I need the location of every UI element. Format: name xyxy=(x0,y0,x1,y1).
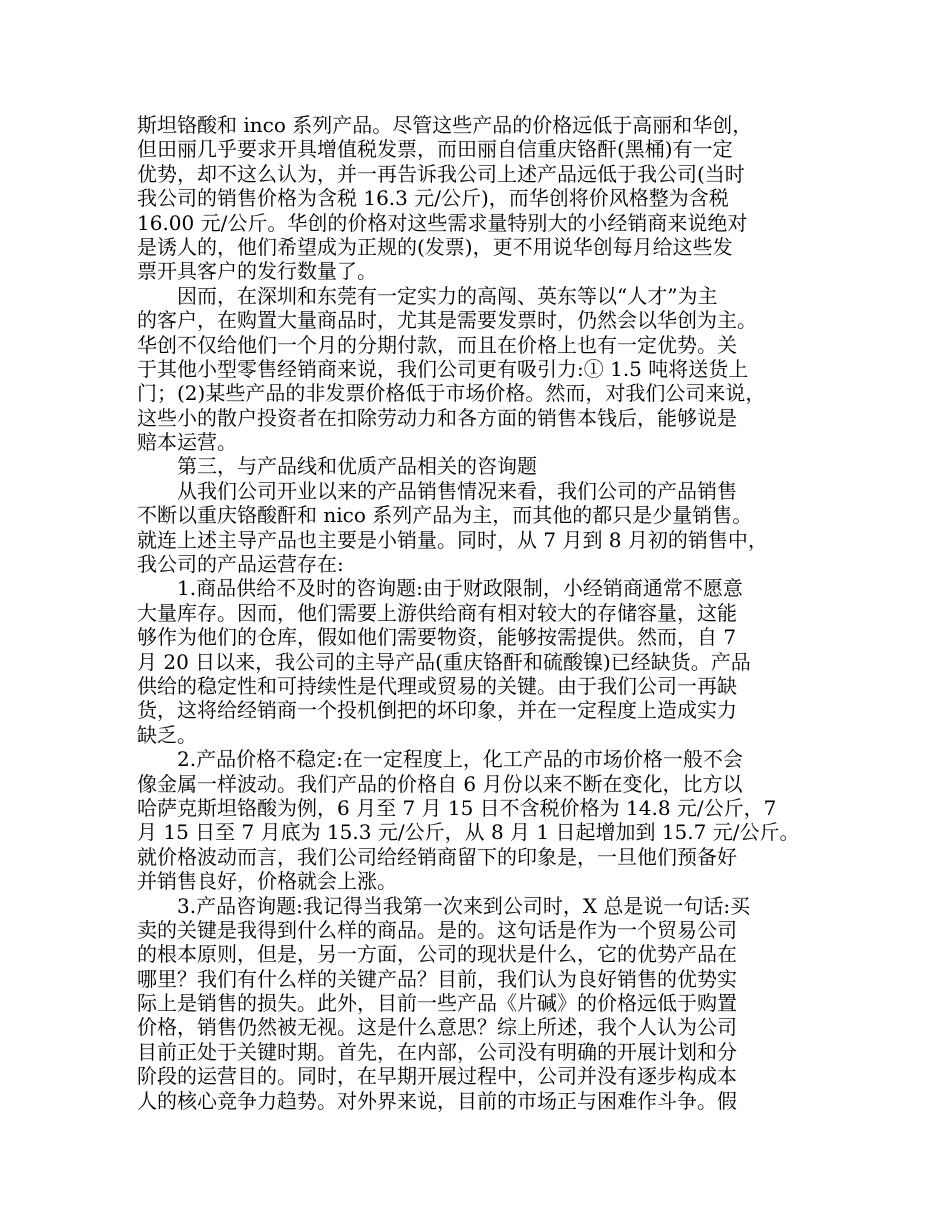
text-line: 16.00 元/公斤。华创的价格对这些需求量特别大的小经销商来说绝对 xyxy=(137,210,748,235)
text-line: 阶段的运营目的。同时，在早期开展过程中，公司并没有逐步构成本 xyxy=(137,1064,737,1089)
text-line: 就价格波动而言，我们公司给经销商留下的印象是，一旦他们预备好 xyxy=(137,844,737,869)
text-line: 优势，却不这么认为，并一再告诉我公司上述产品远低于我公司(当时 xyxy=(137,161,745,186)
text-line: 2.产品价格不稳定:在一定程度上，化工产品的市场价格一般不会 xyxy=(137,747,743,772)
text-line: 月 20 日以来，我公司的主导产品(重庆铬酐和硫酸镍)已经缺货。产品 xyxy=(137,649,751,674)
text-line: 就连上述主导产品也主要是小销量。同时，从 7 月到 8 月初的销售中， xyxy=(137,527,768,552)
text-line: 因而，在深圳和东莞有一定实力的高闯、英东等以“人才”为主 xyxy=(137,283,718,308)
text-line: 的客户，在购置大量商品时，尤其是需要发票时，仍然会以华创为主。 xyxy=(137,308,757,333)
text-line: 供给的稳定性和可持续性是代理或贸易的关键。由于我们公司一再缺 xyxy=(137,673,737,698)
text-line: 哈萨克斯坦铬酸为例，6 月至 7 月 15 日不含税价格为 14.8 元/公斤，7 xyxy=(137,795,777,820)
text-line: 的根本原则，但是，另一方面，公司的现状是什么，它的优势产品在 xyxy=(137,942,737,967)
document-body xyxy=(137,113,817,1113)
text-line: 缺乏。 xyxy=(137,722,197,747)
text-line: 但田丽几乎要求开具增值税发票，而田丽自信重庆铬酐(黑桶)有一定 xyxy=(137,137,733,162)
text-line: 第三，与产品线和优质产品相关的咨询题 xyxy=(137,454,537,479)
text-line: 哪里？我们有什么样的关键产品？目前，我们认为良好销售的优势实 xyxy=(137,966,737,991)
text-line: 我公司的销售价格为含税 16.3 元/公斤)，而华创将价风格整为含税 xyxy=(137,186,729,211)
text-line: 华创不仅给他们一个月的分期付款，而且在价格上也有一定优势。关 xyxy=(137,332,737,357)
text-line: 从我们公司开业以来的产品销售情况来看，我们公司的产品销售 xyxy=(137,478,737,503)
text-line: 1.商品供给不及时的咨询题:由于财政限制，小经销商通常不愿意 xyxy=(137,576,743,601)
text-line: 际上是销售的损失。此外，目前一些产品《片碱》的价格远低于购置 xyxy=(137,991,737,1016)
text-line: 是诱人的，他们希望成为正规的(发票)，更不用说华创每月给这些发 xyxy=(137,234,733,259)
text-line: 货，这将给经销商一个投机倒把的坏印象，并在一定程度上造成实力 xyxy=(137,698,737,723)
text-line: 3.产品咨询题:我记得当我第一次来到公司时，X 总是说一句话:买 xyxy=(137,893,751,918)
text-line: 目前正处于关键时期。首先，在内部，公司没有明确的开展计划和分 xyxy=(137,1039,737,1064)
text-line: 斯坦铬酸和 inco 系列产品。尽管这些产品的价格远低于高丽和华创， xyxy=(137,113,753,137)
text-line: 我公司的产品运营存在: xyxy=(137,552,344,577)
text-line: 人的核心竞争力趋势。对外界来说，目前的市场正与困难作斗争。假 xyxy=(137,1088,737,1113)
text-line: 并销售良好，价格就会上涨。 xyxy=(137,869,397,894)
text-line: 大量库存。因而，他们需要上游供给商有相对较大的存储容量，这能 xyxy=(137,600,737,625)
text-line: 像金属一样波动。我们产品的价格自 6 月份以来不断在变化，比方以 xyxy=(137,771,743,796)
text-line: 不断以重庆铬酸酐和 nico 系列产品为主，而其他的都只是少量销售。 xyxy=(137,503,753,528)
text-line: 卖的关键是我得到什么样的商品。是的。这句话是作为一个贸易公司 xyxy=(137,917,737,942)
text-line: 赔本运营。 xyxy=(137,430,237,455)
text-line: 够作为他们的仓库，假如他们需要物资，能够按需提供。然而，自 7 xyxy=(137,625,737,650)
text-line: 月 15 日至 7 月底为 15.3 元/公斤，从 8 月 1 日起增加到 15.7 元/公斤。 xyxy=(137,820,800,845)
text-line: 于其他小型零售经销商来说，我们公司更有吸引力:① 1.5 吨将送货上 xyxy=(137,356,749,381)
text-line: 门；(2)某些产品的非发票价格低于市场价格。然而，对我们公司来说， xyxy=(137,381,766,406)
text-line: 这些小的散户投资者在扣除劳动力和各方面的销售本钱后，能够说是 xyxy=(137,405,737,430)
text-line: 价格，销售仍然被无视。这是什么意思？综上所述，我个人认为公司 xyxy=(137,1015,737,1040)
text-line: 票开具客户的发行数量了。 xyxy=(137,259,377,284)
